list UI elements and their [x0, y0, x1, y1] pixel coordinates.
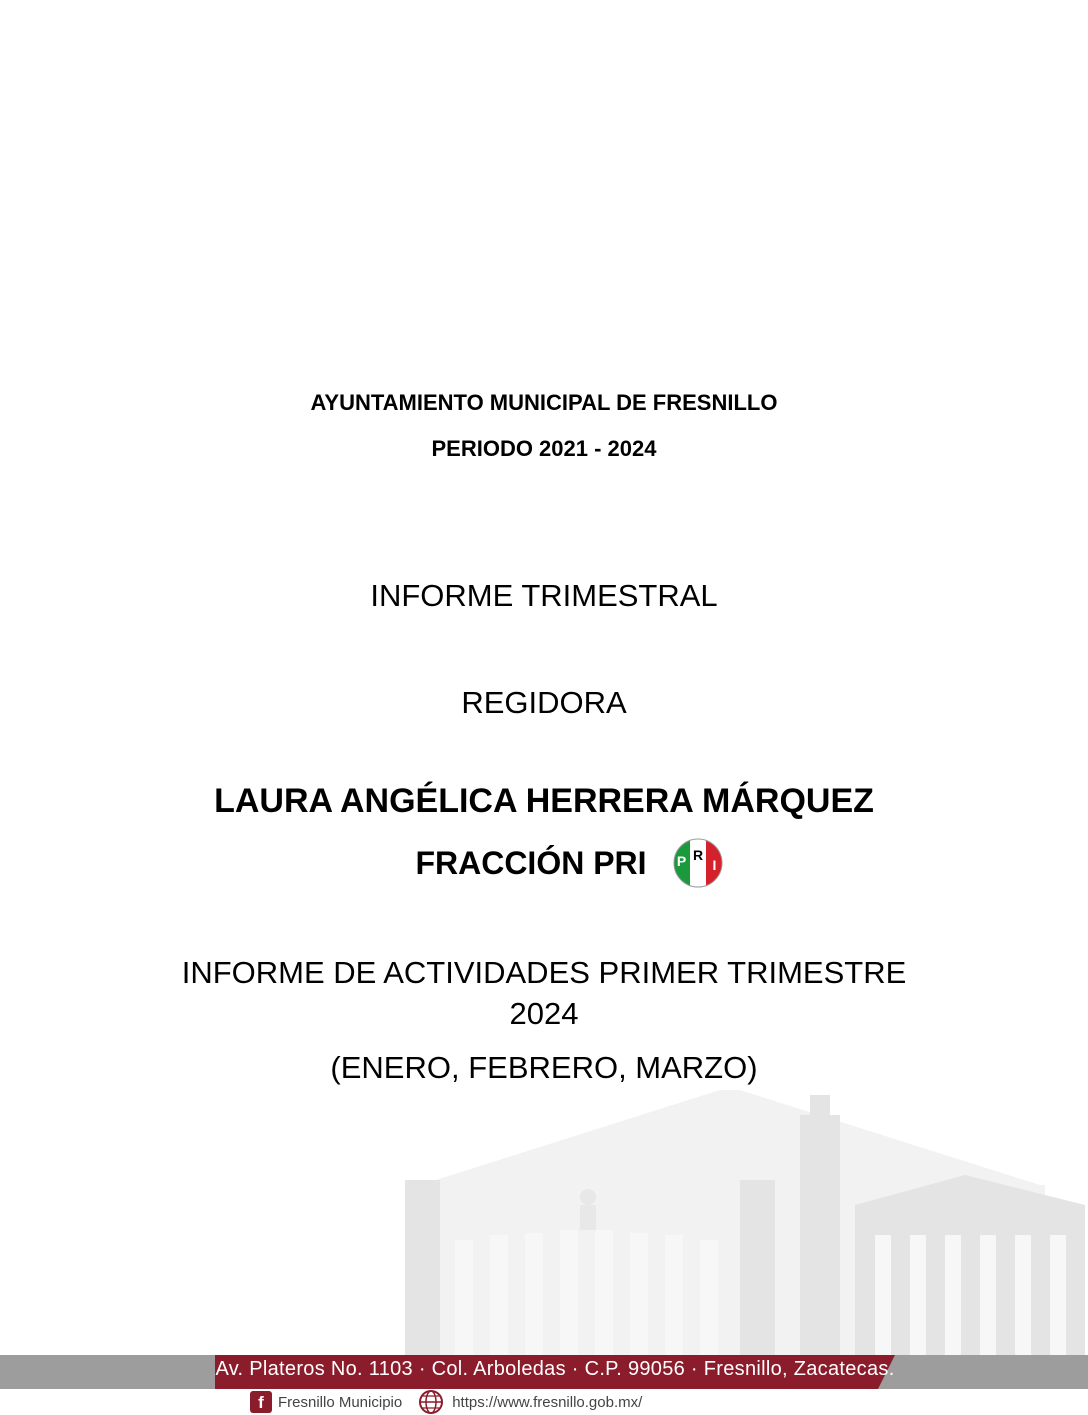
pri-logo-letter-p: P — [676, 853, 686, 869]
months-list: (ENERO, FEBRERO, MARZO) — [330, 1050, 758, 1085]
facebook-icon[interactable]: f — [250, 1391, 272, 1413]
activities-title: INFORME DE ACTIVIDADES PRIMER TRIMESTRE — [181, 955, 907, 990]
pri-logo-icon — [673, 838, 723, 888]
globe-icon — [418, 1389, 444, 1415]
report-type: INFORME TRIMESTRAL — [370, 578, 718, 613]
period-heading: PERIODO 2021 - 2024 — [431, 436, 657, 461]
organization-heading: AYUNTAMIENTO MUNICIPAL DE FRESNILLO — [310, 390, 778, 415]
role-title: REGIDORA — [461, 685, 627, 720]
councilor-name: LAURA ANGÉLICA HERRERA MÁRQUEZ — [214, 782, 874, 820]
fraction-row — [0, 838, 1088, 888]
fraction-label: FRACCIÓN PRI — [415, 844, 647, 881]
website-link[interactable]: https://www.fresnillo.gob.mx/ — [452, 1393, 643, 1411]
monument-watermark — [0, 1075, 1088, 1365]
pri-logo-letter-i: I — [712, 857, 716, 873]
activities-year: 2024 — [509, 996, 579, 1031]
facebook-link[interactable]: Fresnillo Municipio — [278, 1393, 403, 1411]
footer-address: Av. Plateros No. 1103 · Col. Arboledas · C.P. 99056 · Fresnillo, Zacatecas. — [215, 1358, 895, 1380]
pri-logo-letter-r: R — [692, 847, 703, 863]
footer-social — [250, 1392, 642, 1412]
